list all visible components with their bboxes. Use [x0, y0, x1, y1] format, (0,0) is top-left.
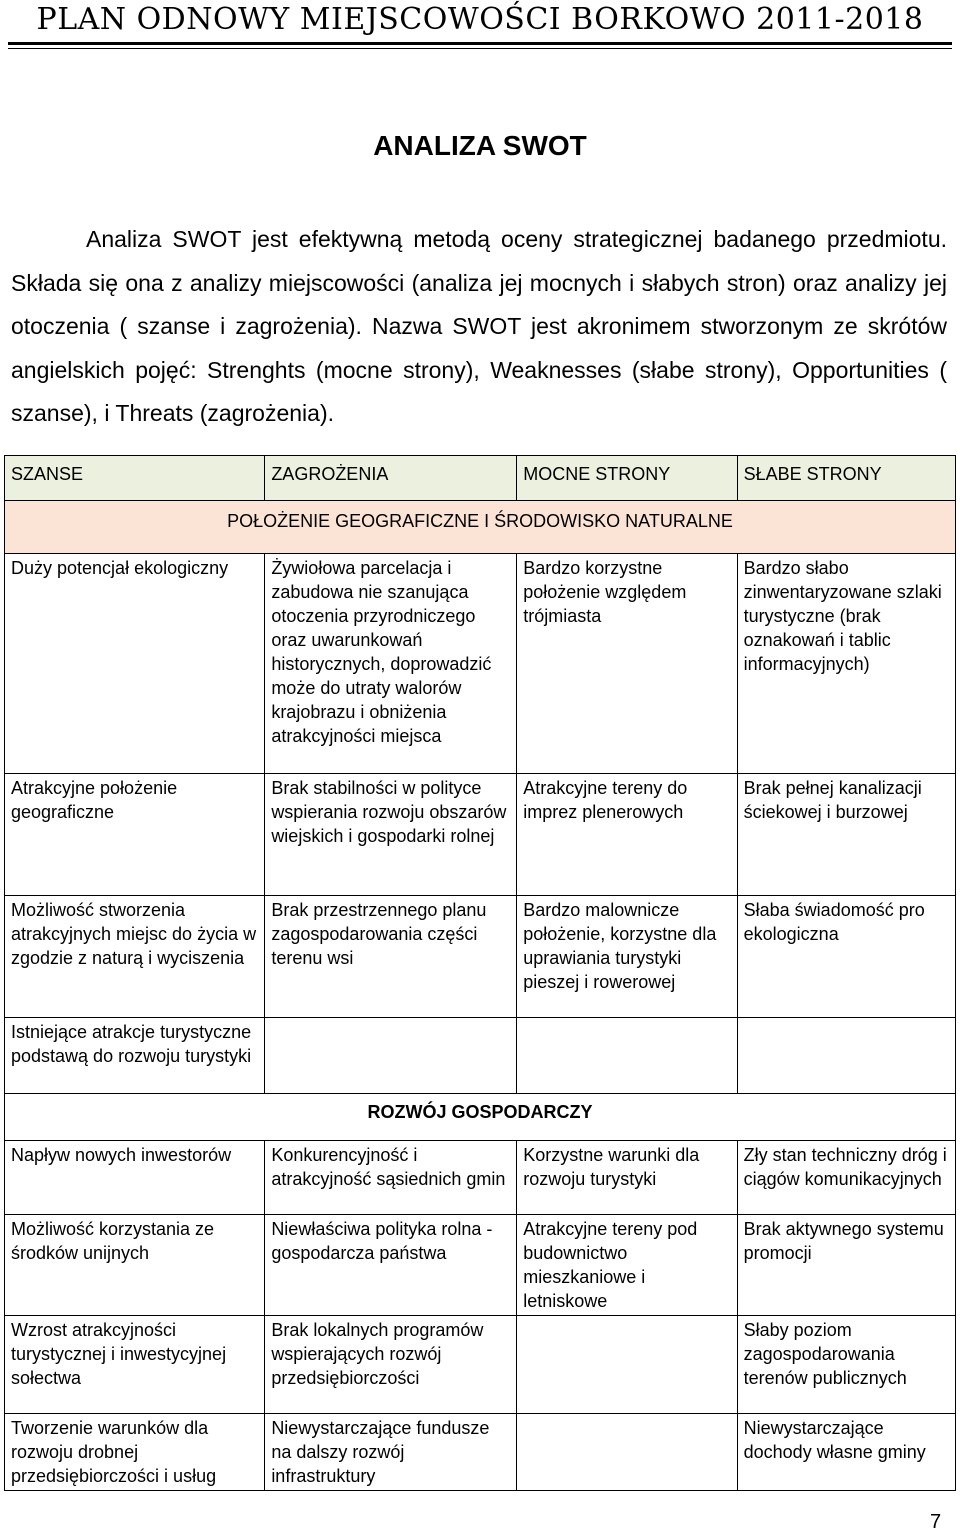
table-cell	[737, 1018, 955, 1094]
section-row	[5, 501, 956, 554]
table-row	[5, 1316, 956, 1414]
section-row	[5, 1094, 956, 1141]
table-cell: Bardzo korzystne położenie względem trójmiasta	[517, 554, 737, 774]
header-rule-thick	[8, 42, 952, 45]
table-cell	[517, 1018, 737, 1094]
section-title-geography: POŁOŻENIE GEOGRAFICZNE I ŚRODOWISKO NATURALNE	[5, 501, 956, 554]
header-slabe-strony: SŁABE STRONY	[737, 456, 955, 501]
page-header	[0, 0, 960, 50]
table-cell: Żywiołowa parcelacja i zabudowa nie szanująca otoczenia przyrodniczego oraz uwarunkowań historycznych, doprowadzić może do utraty walorów krajobrazu i obniżenia atrakcyjności miejsca	[265, 554, 517, 774]
table-cell: Wzrost atrakcyjności turystycznej i inwestycyjnej sołectwa	[5, 1316, 265, 1414]
table-cell: Brak lokalnych programów wspierających rozwój przedsiębiorczości	[265, 1316, 517, 1414]
table-cell	[265, 1018, 517, 1094]
page-title: ANALIZA SWOT	[373, 130, 587, 161]
table-cell: Istniejące atrakcje turystyczne podstawą do rozwoju turystyki	[5, 1018, 265, 1094]
table-row	[5, 774, 956, 896]
table-cell: Atrakcyjne tereny pod budownictwo mieszkaniowe i letniskowe	[517, 1215, 737, 1316]
table-cell: Brak pełnej kanalizacji ściekowej i burzowej	[737, 774, 955, 896]
header-mocne-strony: MOCNE STRONY	[517, 456, 737, 501]
table-cell: Możliwość stworzenia atrakcyjnych miejsc do życia w zgodzie z naturą i wyciszenia	[5, 896, 265, 1018]
table-cell: Atrakcyjne tereny do imprez plenerowych	[517, 774, 737, 896]
table-cell: Możliwość korzystania ze środków unijnych	[5, 1215, 265, 1316]
swot-table	[4, 455, 956, 1491]
section-title-economy: ROZWÓJ GOSPODARCZY	[5, 1094, 956, 1141]
table-row	[5, 896, 956, 1018]
table-cell: Brak stabilności w polityce wspierania rozwoju obszarów wiejskich i gospodarki rolnej	[265, 774, 517, 896]
page-number: 7	[930, 1511, 942, 1533]
table-cell: Duży potencjał ekologiczny	[5, 554, 265, 774]
table-row	[5, 1141, 956, 1215]
header-zagrozenia: ZAGROŻENIA	[265, 456, 517, 501]
table-cell: Atrakcyjne położenie geograficzne	[5, 774, 265, 896]
table-row	[5, 1414, 956, 1491]
table-cell: Słaba świadomość pro ekologiczna	[737, 896, 955, 1018]
header-title: PLAN ODNOWY MIEJSCOWOŚCI BORKOWO 2011-2018	[36, 2, 924, 37]
header-szanse: SZANSE	[5, 456, 265, 501]
table-row	[5, 1018, 956, 1094]
table-cell: Napływ nowych inwestorów	[5, 1141, 265, 1215]
swot-header-row	[5, 456, 956, 501]
table-cell: Brak przestrzennego planu zagospodarowania części terenu wsi	[265, 896, 517, 1018]
table-cell: Bardzo malownicze położenie, korzystne dla uprawiania turystyki pieszej i rowerowej	[517, 896, 737, 1018]
table-cell	[517, 1414, 737, 1491]
table-row	[5, 554, 956, 774]
table-row	[5, 1215, 956, 1316]
table-cell: Zły stan techniczny dróg i ciągów komunikacyjnych	[737, 1141, 955, 1215]
header-rule-thin	[8, 48, 952, 49]
table-cell: Niewłaściwa polityka rolna - gospodarcza państwa	[265, 1215, 517, 1316]
intro-paragraph: Analiza SWOT jest efektywną metodą oceny strategicznej badanego przedmiotu. Składa się ona z analizy miejscowości (analiza jej mocnych i słabych stron) oraz analizy jej otoczenia ( szanse i zagrożenia). Nazwa SWOT jest akronimem stworzonym ze skrótów angielskich pojęć: Strenghts (mocne strony), Weaknesses (słabe strony), Opportunities ( szanse), i Threats (zagrożenia).	[11, 226, 947, 426]
table-cell: Tworzenie warunków dla rozwoju drobnej przedsiębiorczości i usług	[5, 1414, 265, 1491]
table-cell: Brak aktywnego systemu promocji	[737, 1215, 955, 1316]
table-cell: Słaby poziom zagospodarowania terenów publicznych	[737, 1316, 955, 1414]
table-cell: Niewystarczające dochody własne gminy	[737, 1414, 955, 1491]
table-cell	[517, 1316, 737, 1414]
table-cell: Konkurencyjność i atrakcyjność sąsiednich gmin	[265, 1141, 517, 1215]
table-cell: Niewystarczające fundusze na dalszy rozwój infrastruktury	[265, 1414, 517, 1491]
table-cell: Bardzo słabo zinwentaryzowane szlaki turystyczne (brak oznakowań i tablic informacyjnych)	[737, 554, 955, 774]
table-cell: Korzystne warunki dla rozwoju turystyki	[517, 1141, 737, 1215]
